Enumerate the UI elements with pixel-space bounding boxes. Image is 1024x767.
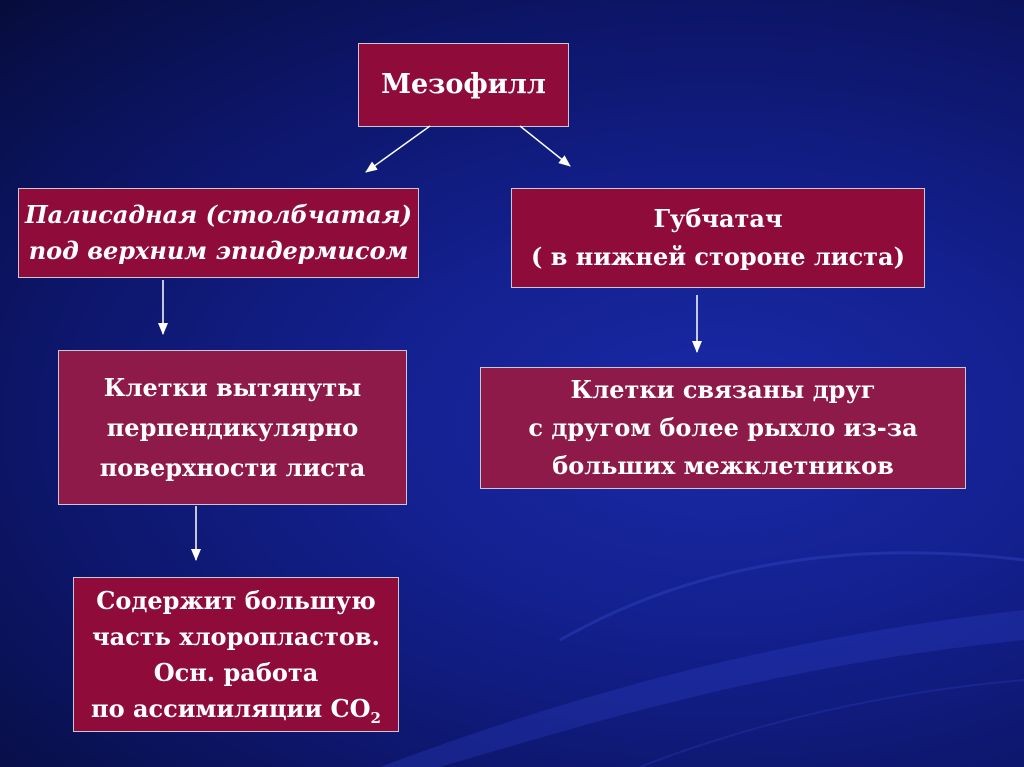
palisade-cells-line-3: поверхности листа xyxy=(99,452,366,482)
chloro-line-4 xyxy=(91,691,381,727)
chloro-line-4-text: по ассимиляции СО xyxy=(91,693,371,723)
mesophyll-box xyxy=(358,43,569,127)
spongy-box xyxy=(511,188,925,288)
spongy-cells-line-2: с другом более рыхло из-за xyxy=(528,413,918,442)
chloro-line-3: Осн. работа xyxy=(153,657,319,687)
palisade-line-2: под верхним эпидермисом xyxy=(28,236,409,265)
chloro-line-1: Содержит большую xyxy=(96,585,376,615)
palisade-chloroplast-box xyxy=(73,577,399,732)
palisade-line-1: Палисадная (столбчатая) xyxy=(25,200,412,229)
spongy-cells-line-3: больших межклетников xyxy=(552,451,894,480)
spongy-line-1: Губчатач xyxy=(653,204,783,233)
spongy-line-2: ( в нижней стороне листа) xyxy=(531,242,905,271)
spongy-cells-box xyxy=(480,367,966,489)
arrow-root-to-spongy xyxy=(520,126,570,166)
mesophyll-label: Мезофилл xyxy=(381,69,546,100)
arrow-root-to-palisade xyxy=(366,126,430,172)
palisade-cells-line-2: перпендикулярно xyxy=(106,412,359,442)
spongy-cells-line-1: Клетки связаны друг xyxy=(570,375,876,404)
palisade-cells-box xyxy=(58,350,407,505)
palisade-box xyxy=(18,188,419,278)
palisade-cells-line-1: Клетки вытянуты xyxy=(103,372,362,402)
chloro-line-2: часть хлоропластов. xyxy=(92,621,380,651)
chloro-line-4-subscript: 2 xyxy=(370,708,381,727)
